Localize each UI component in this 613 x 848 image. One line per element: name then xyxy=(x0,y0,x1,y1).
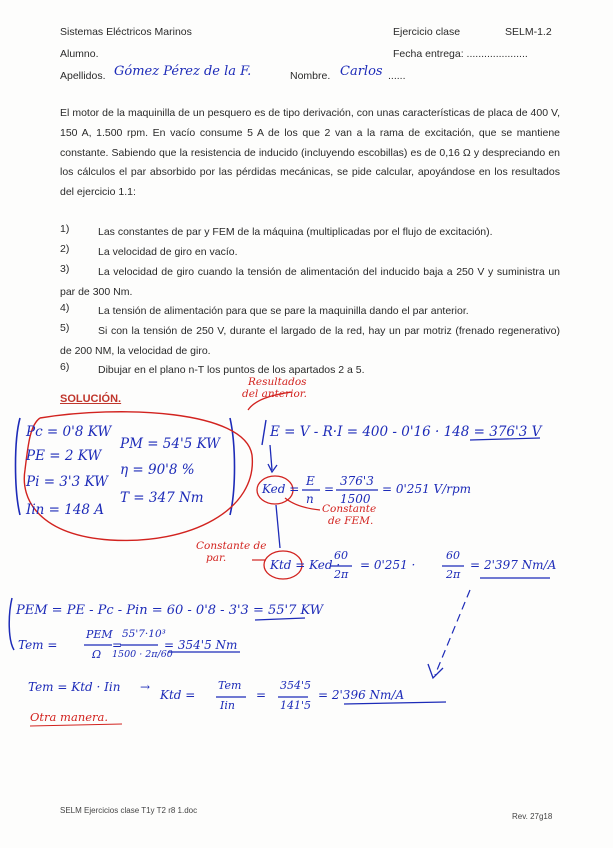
ktd-frac-den-2: 2π xyxy=(446,568,461,581)
ktd-equals: = xyxy=(470,558,481,572)
tem-symbol: Tem = xyxy=(18,638,58,652)
note-previous: Resultados del anterior. xyxy=(242,376,307,400)
pem-result-underline xyxy=(255,618,305,620)
ked-value-num: 376'3 xyxy=(340,474,374,488)
due-date-label: Fecha entrega: ..................... xyxy=(393,48,528,60)
pem-bracket xyxy=(9,598,14,650)
question-text: La velocidad de giro cuando la tensión de alimentación del inducido baja a 250 V y suministra un par de 300 Nm. xyxy=(60,266,560,298)
ked-denominator: n xyxy=(306,492,314,506)
results-bracket-left xyxy=(16,418,21,515)
subject-title: Sistemas Eléctricos Marinos xyxy=(60,26,192,38)
tem-value-den: 1500 · 2π/60 xyxy=(112,649,173,660)
ked-symbol: Ked = xyxy=(262,482,300,496)
tem-num: PEM xyxy=(86,628,113,641)
problem-statement: El motor de la maquinilla de un pesquero es de tipo derivación, con unas características de placa de 400 V, 150 A, 1.500 rpm. En vacío consume 5 A de los que 2 van a la rama de excitación, que se mantiene constante. Sabiendo que la resistencia de inducido (incluyendo escobillas) es de 0,16 Ω y despreciando en los cálculos el par absorbido por las pérdidas mecánicas, se pide calcular, apoyándose en los resultados del ejercicio 1.1: xyxy=(60,107,560,199)
name-dots: ...... xyxy=(388,70,406,82)
result-torque: T = 347 Nm xyxy=(120,490,204,506)
ktd2-equals: = xyxy=(256,688,267,702)
note-arrow xyxy=(285,498,320,510)
ktd-result: 2'397 Nm/A xyxy=(484,558,557,572)
question-number: 3) xyxy=(60,263,70,275)
equation-e: E = V - R·I = 400 - 0'16 · 148 = 376'3 V xyxy=(270,424,542,440)
ked-value-den: 1500 xyxy=(340,492,371,506)
arrow-e-to-ked xyxy=(270,445,272,470)
ked-result: = 0'251 V/rpm xyxy=(382,482,472,496)
implies-arrow: → xyxy=(140,680,151,694)
ktd-frac-den: 2π xyxy=(334,568,349,581)
ktd-frac-num-2: 60 xyxy=(446,549,460,562)
result-pc: Pc = 0'8 KW xyxy=(26,424,112,440)
exercise-label: Ejercicio clase xyxy=(393,26,461,38)
question-text: Si con la tensión de 250 V, durante el largado de la red, hay un par motriz (frenado regenerativo) de 200 NM, la velocidad de giro. xyxy=(60,325,560,357)
name-label: Nombre. xyxy=(290,70,331,82)
result-pm: PM = 54'5 KW xyxy=(120,436,221,452)
surname-value: Gómez Pérez de la F. xyxy=(114,64,252,79)
note-underline xyxy=(30,724,122,726)
ktd2-num: Tem xyxy=(218,679,242,692)
ked-equals: = xyxy=(324,482,335,496)
ktd2-den: Iin xyxy=(220,699,235,712)
question-text: La tensión de alimentación para que se pare la maquinilla dando el par anterior. xyxy=(98,305,469,317)
result-eta: η = 90'8 % xyxy=(120,462,195,478)
student-label: Alumno. xyxy=(60,48,99,60)
ktd-frac-num: 60 xyxy=(334,549,348,562)
question-number: 5) xyxy=(60,322,70,334)
ktd-expression: Ktd = Ked · xyxy=(270,558,341,572)
exercise-code: SELM-1.2 xyxy=(505,26,552,38)
e-bracket xyxy=(262,420,266,445)
ktd2-value-num: 354'5 xyxy=(280,679,312,692)
footer-revision: Rev. 27g18 xyxy=(512,812,553,821)
note-other-method: Otra manera. xyxy=(30,710,109,724)
note-torque-constant: Constante de par. xyxy=(196,540,267,564)
question-number: 2) xyxy=(60,243,70,255)
question-text: La velocidad de giro en vacío. xyxy=(98,246,238,258)
tem-equals: = xyxy=(112,638,123,652)
arrow-head xyxy=(268,464,277,472)
ktd-middle: = 0'251 · xyxy=(360,558,416,572)
arrow-ked-to-ktd xyxy=(276,505,280,548)
ktd2-value-den: 141'5 xyxy=(280,699,312,712)
ktd2-result-underline xyxy=(344,702,446,704)
note-fem-constant: Constante de FEM. xyxy=(322,503,377,527)
surname-label: Apellidos. xyxy=(60,70,106,82)
tem-relation: Tem = Ktd · Iin xyxy=(28,680,121,694)
ktd2-symbol: Ktd = xyxy=(160,688,196,702)
solution-heading: SOLUCIÓN. xyxy=(60,393,122,405)
question-number: 4) xyxy=(60,302,70,314)
result-pe: PE = 2 KW xyxy=(26,448,102,464)
question-text: Dibujar en el plano n-T los puntos de los apartados 2 a 5. xyxy=(98,364,365,376)
name-value: Carlos xyxy=(340,64,383,79)
tem-value-num: 55'7·10³ xyxy=(122,628,166,640)
ktd2-result: = 2'396 Nm/A xyxy=(318,688,405,702)
question-number: 1) xyxy=(60,223,70,235)
result-iin: Iin = 148 A xyxy=(26,502,105,518)
comparison-arrow xyxy=(435,590,470,675)
arrow-head xyxy=(428,664,443,678)
tem-den: Ω xyxy=(92,648,102,661)
tem-result: = 354'5 Nm xyxy=(164,638,238,652)
question-text: Las constantes de par y FEM de la máquina (multiplicadas por el flujo de excitación). xyxy=(98,226,493,238)
footer-filename: SELM Ejercicios clase T1y T2 r8 1.doc xyxy=(60,806,198,815)
equation-pem: PEM = PE - Pc - Pin = 60 - 0'8 - 3'3 = 55'7 KW xyxy=(16,603,324,618)
ked-numerator: E xyxy=(306,474,315,488)
result-pi: Pi = 3'3 KW xyxy=(26,474,108,490)
question-number: 6) xyxy=(60,361,70,373)
